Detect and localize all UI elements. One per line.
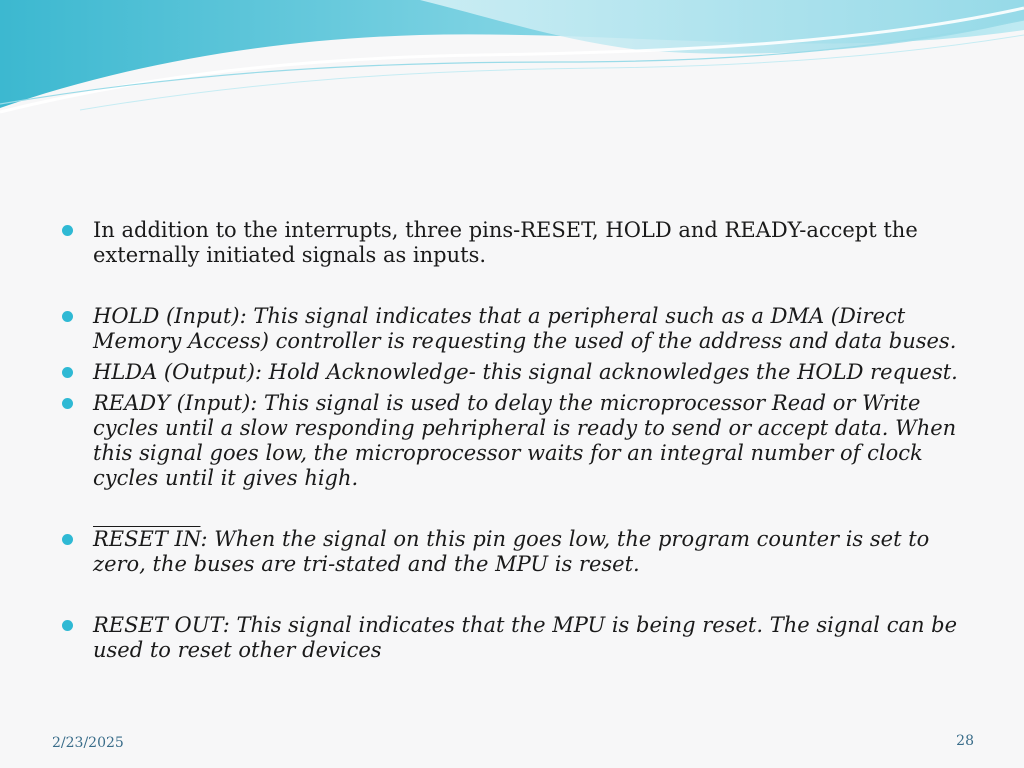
page-number: 28	[956, 733, 974, 749]
bullet-icon	[62, 620, 73, 631]
bullet-reset-out	[60, 613, 970, 663]
bullet-icon	[62, 225, 73, 236]
bullet-text: READY (Input): This signal is used to delay the microprocessor Read or Write cycles until a slow responding pehripheral is ready to send or accept data. When this signal goes low, the microprocessor waits for an integral number of clock cycles until it gives high.	[93, 391, 957, 490]
bullet-hlda	[60, 360, 970, 385]
bullet-icon	[62, 534, 73, 545]
bullet-hold	[60, 304, 970, 354]
bullet-text: In addition to the interrupts, three pins-RESET, HOLD and READY-accept the externally initiated signals as inputs.	[93, 218, 918, 267]
bullet-icon	[62, 311, 73, 322]
header-wave-decoration	[0, 0, 1024, 130]
bullet-list	[60, 218, 970, 663]
footer-date: 2/23/2025	[52, 735, 124, 751]
bullet-text: HOLD (Input): This signal indicates that a peripheral such as a DMA (Direct Memory Access) controller is requesting the used of the address and data buses.	[93, 304, 957, 353]
reset-in-label: RESET IN	[93, 527, 201, 551]
bullet-ready	[60, 391, 970, 491]
bullet-text: HLDA (Output): Hold Acknowledge- this signal acknowledges the HOLD request.	[93, 360, 958, 384]
bullet-icon	[62, 398, 73, 409]
bullet-reset-in	[60, 527, 970, 577]
bullet-text: RESET OUT: This signal indicates that the MPU is being reset. The signal can be used to reset other devices	[93, 613, 958, 662]
reset-in-description: : When the signal on this pin goes low, the program counter is set to zero, the buses are tri-stated and the MPU is reset.	[93, 527, 930, 576]
bullet-icon	[62, 367, 73, 378]
bullet-intro	[60, 218, 970, 268]
bullet-text	[93, 527, 970, 577]
